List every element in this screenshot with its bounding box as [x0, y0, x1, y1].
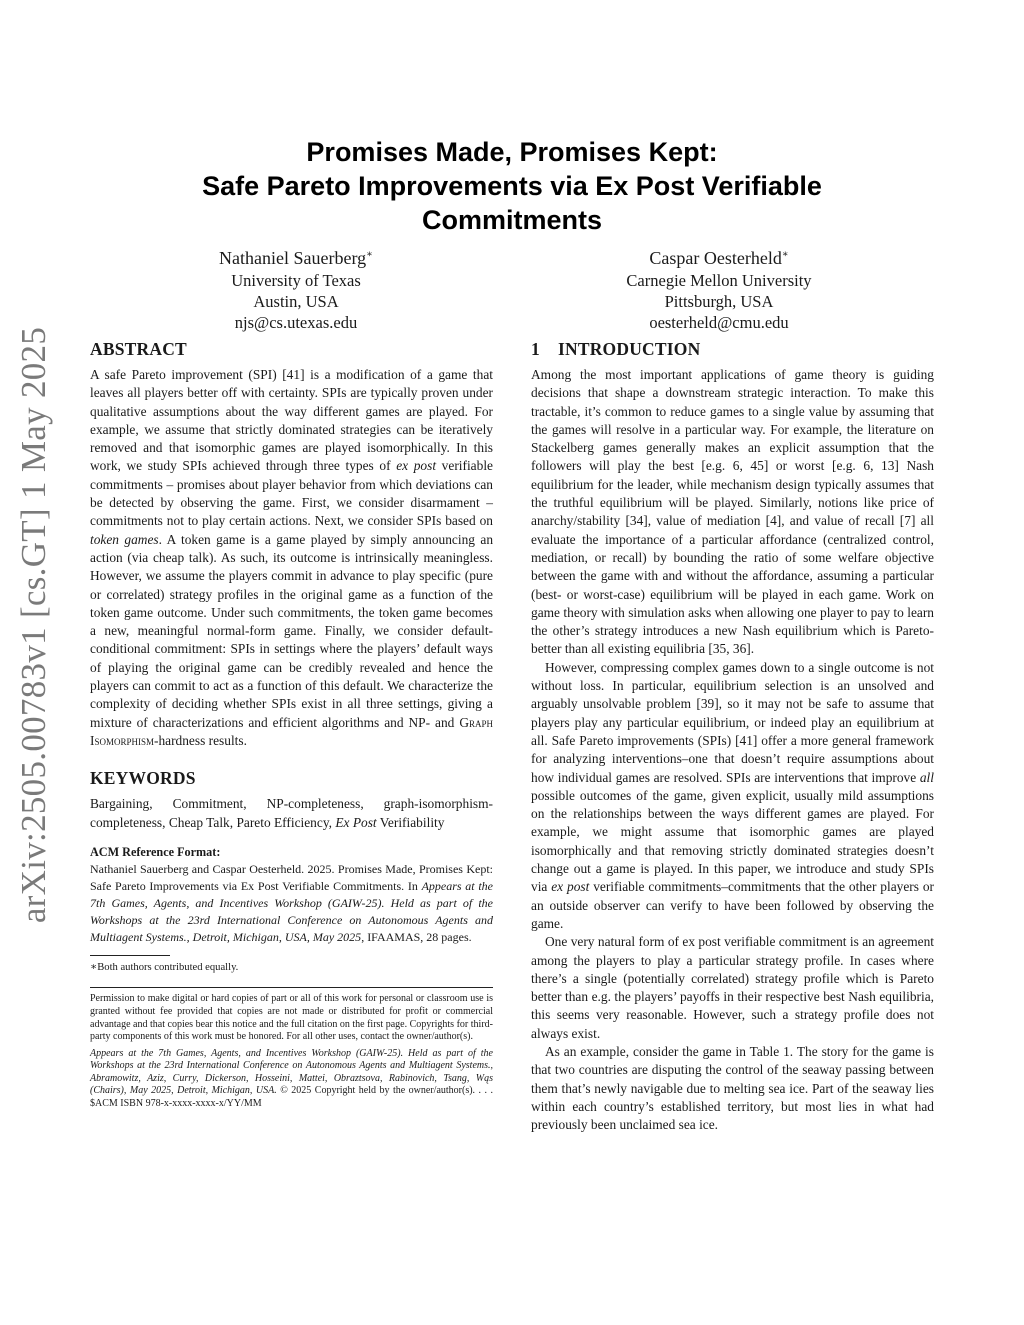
permission-notice: Permission to make digital or hard copies of part or all of this work for personal or classroom use is granted without fee provided that copies are not made or distributed for profit or commercial advantage and that copies bear this notice and the full citation on the first page. Copyrights for third-party components of this work must be honored. For all other uses, contact the owner/author(s). — [90, 993, 493, 1043]
author-email: oesterheld@cmu.edu — [649, 313, 789, 332]
abstract-text: A safe Pareto improvement (SPI) [41] is a modification of a game that leaves all players better off with certainty. SPIs are typically proven under qualitative assumptions about the way different games are played. For example, we assume that strictly dominated strategies can be iteratively removed and that isomorphic games are played isomorphically. In this work, we study SPIs achieved through three types of ex post verifiable commitments – promises about player behavior from which deviations can be detected by observing the game. First, we consider disarmament – commitments not to play certain actions. Next, we consider SPIs based on token games. A token game is a game played by simply announcing an action (via cheap talk). As such, its outcome is intrinsically meaningless. However, we assume the players commit in advance to play specific (pure or correlated) strategy profiles in the original game as a function of the token game outcome. Under such commitments, the token game becomes a new, meaningful normal-form game. Finally, we consider default-conditional commitment: SPIs in settings where the players’ default ways of playing the original game can be credibly revealed and hence the players can commit to act as a function of this default. We characterize the complexity of deciding whether SPIs exist in all three settings, giving a mixture of characterizations and efficient algorithms and NP- and Graph Isomorphism-hardness results. — [90, 367, 494, 748]
author-block-1 — [131, 244, 461, 333]
intro-paragraph-3: One very natural form of ex post verifiable commitment is an agreement among the players to play a particular strategy profile. In cases where there’s a single (potentially correlated) strategy profile which is Pareto better than e.g. the players’ payoffs in their respective best Nash equilibria, this seems very reasonable. However, such a strategy profile does not always exist. — [531, 934, 934, 1041]
acm-reference-text: Nathaniel Sauerberg and Caspar Oesterheld. 2025. Promises Made, Promises Kept: Safe Pareto Improvements via Ex Post Verifiable Commitments. In Appears at the 7th Games, Agents, and Incentives Workshop (GAIW-25). Held as part of the Workshops at the 23rd International Conference on Autonomous Agents and Multiagent Systems., Detroit, Michigan, USA, May 2025, IFAAMAS, 28 pages. — [90, 861, 493, 944]
keywords-text: Bargaining, Commitment, NP-completeness, graph-isomorphism-completeness, Cheap Talk, Pareto Efficiency, Ex Post Verifiability — [90, 796, 493, 830]
author-block-2 — [554, 244, 884, 333]
footnote-rule — [90, 955, 170, 956]
intro-paragraph-1: Among the most important applications of game theory is guiding decisions that shape a downstream strategic interaction. To make this tractable, it’s common to reduce games to a single value by assuming that the games will resolve in a particular way. For example, the literature on Stackelberg games generally makes an explicit assumption that the followers will play the best [e.g. 6, 45] or worst [e.g. 6, 13] Nash equilibrium for the leader, while mechanism design typically assumes that the truthful equilibrium will be played. Similarly, notions like price of anarchy/stability [34], value of mediation [4], and value of recall [7] all evaluate the importance of a particular affordance (centralized control, mediation, or recall) by bounding the ratio of some welfare objective between the game with and without the affordance, assuming a particular (best- or worst-case) equilibrium will be played in each game. Work on game theory with simulation asks when allowing one player to pay to learn the other’s strategy introduces a new Nash equilibrium which is Pareto-better than all existing equilibria [35, 36]. — [531, 367, 934, 657]
abstract-heading: ABSTRACT — [90, 339, 187, 359]
title-line-2: Safe Pareto Improvements via Ex Post Verifiable — [202, 171, 822, 201]
author-affiliation: University of Texas — [231, 271, 361, 290]
author-affiliation: Carnegie Mellon University — [626, 271, 812, 290]
author-location: Austin, USA — [253, 292, 339, 311]
right-column — [531, 338, 934, 1134]
arxiv-stamp-text: arXiv:2505.00783v1 [cs.GT] 1 May 2025 — [14, 326, 53, 924]
author-name: Caspar Oesterheld∗ — [649, 248, 789, 268]
author-email: njs@cs.utexas.edu — [234, 313, 358, 332]
appears-notice: Appears at the 7th Games, Agents, and Incentives Workshop (GAIW-25). Held as part of the Workshops at the 23rd International Conference on Autonomous Agents and Multiagent Systems., Abramowitz, Aziz, Curry, Dickerson, Hosseini, Mattei, Obraztsova, Rabinovich, Tsang, Wąs (Chairs), May 2025, Detroit, Michigan, USA. © 2025 Copyright held by the owner/author(s). . . . $ACM ISBN 978-x-xxxx-xxxx-x/YY/MM — [90, 1047, 493, 1110]
footnote-equal-contribution: ∗Both authors contributed equally. — [90, 961, 239, 973]
author-location: Pittsburgh, USA — [664, 292, 774, 311]
title-line-1: Promises Made, Promises Kept: — [306, 137, 718, 167]
introduction-heading: 1 INTRODUCTION — [531, 339, 701, 359]
left-column — [90, 338, 493, 1115]
keywords-heading: KEYWORDS — [90, 768, 196, 789]
paper-title — [90, 135, 934, 237]
title-line-3: Commitments — [421, 205, 603, 235]
acm-reference-heading: ACM Reference Format: — [90, 844, 221, 859]
author-name: Nathaniel Sauerberg∗ — [219, 248, 373, 268]
intro-paragraph-4: As an example, consider the game in Table 1. The story for the game is that two countries are disputing the control of the seaway passing between them that’s newly navigable due to melting sea ice. Part of the seaway lies within each country’s established territory, but most lies in what had previously been unclaimed sea ice. — [531, 1043, 934, 1133]
intro-paragraph-2: However, compressing complex games down to a single outcome is not without loss. In particular, equilibrium selection is an unsolved and arguably unsolvable problem [39], so it may not be safe to assume that players play any particular equilibrium, or indeed play an equilibrium at all. Safe Pareto improvements (SPIs) [41] offer a more general framework for analyzing interventions–one that doesn’t require assumptions about how individual games are resolved. SPIs are interventions that improve all possible outcomes of the game, given explicit, usually mild assumptions on the relationships between the ways different games are played. For example, we might assume that isomorphic games are played isomorphically and that removing strictly dominated strategies doesn’t change out a game is played. In this paper, we introduce and study SPIs via ex post verifiable commitments–commitments that the other players or an outside observer can verify to have been followed by observing the game. — [531, 659, 934, 931]
arxiv-stamp — [4, 326, 64, 924]
permission-box — [90, 987, 493, 1110]
